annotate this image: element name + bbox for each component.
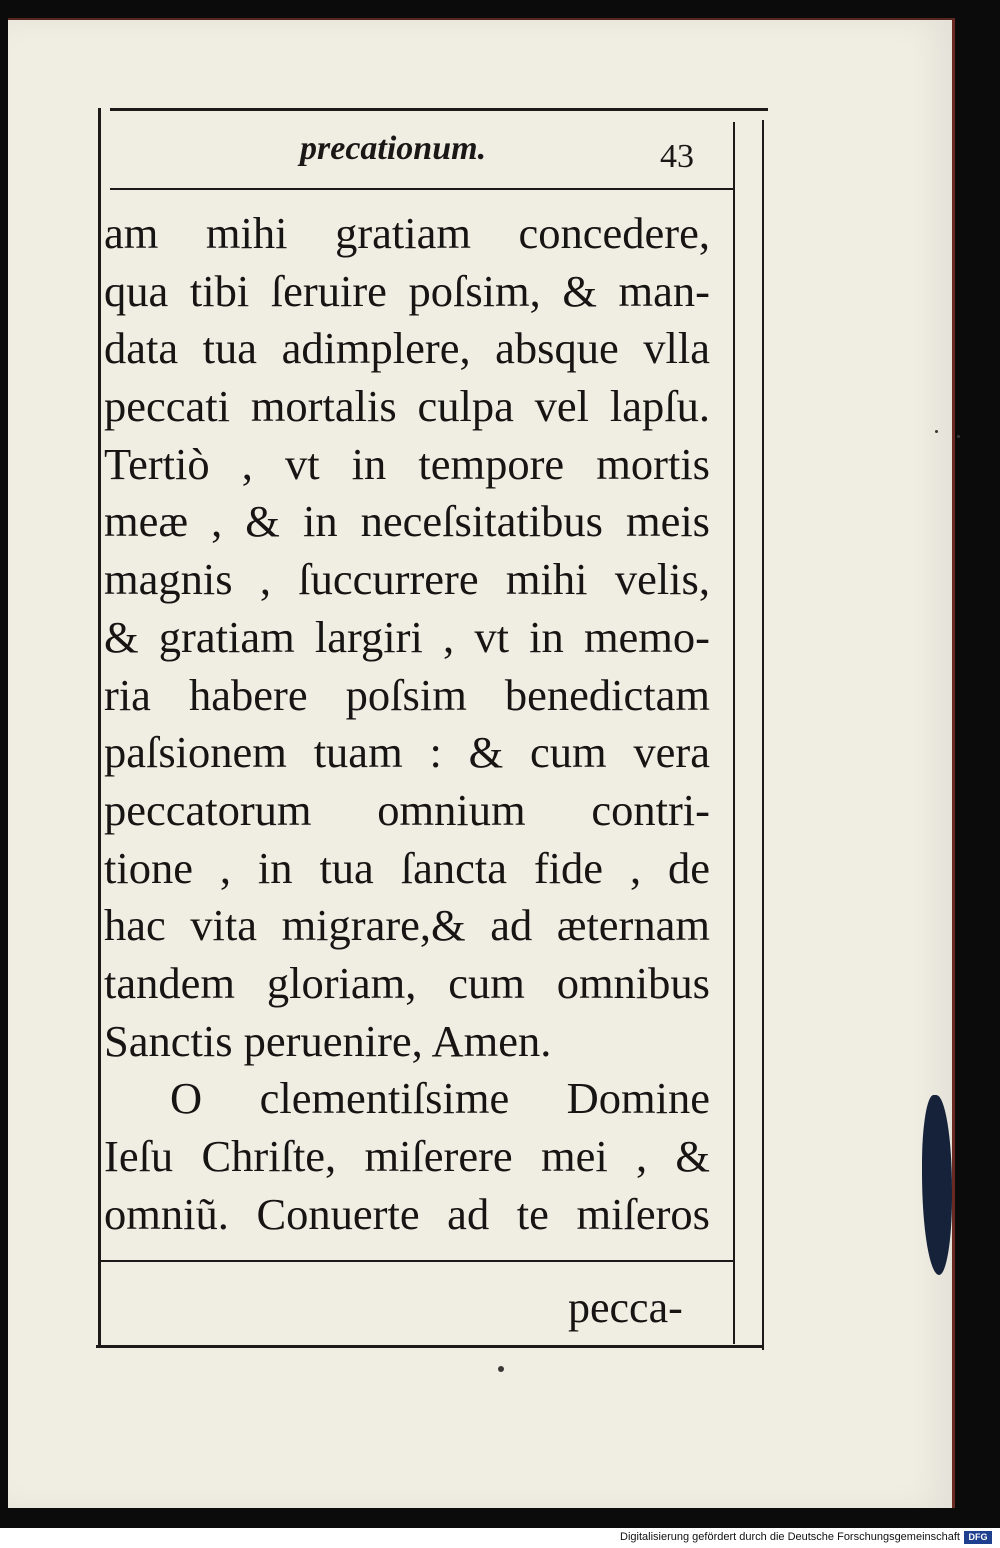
text-line: Ieſu Chriſte, miſerere mei , & xyxy=(104,1131,710,1181)
body-text xyxy=(104,205,710,1243)
frame-outer-right-rule xyxy=(762,120,764,1350)
text-line: ria habere poſsim benedictam xyxy=(104,669,710,720)
paper-speck xyxy=(957,435,960,438)
head-rule xyxy=(110,188,734,190)
running-head: precationum. xyxy=(300,130,487,167)
text-line: peccatorum omnium contri- xyxy=(104,784,710,835)
frame-inner-right-rule xyxy=(733,122,735,1344)
text-line: hac vita migrare,& ad æternam xyxy=(104,900,710,951)
text-line: tione , in tua ſancta fide , de xyxy=(104,842,710,893)
text-line: am mihi gratiam concedere, xyxy=(104,208,710,258)
frame-left-rule xyxy=(98,108,101,1348)
text-line: & gratiam largiri , vt in memo- xyxy=(104,611,710,662)
text-line: O clementiſsime Domine xyxy=(170,1073,710,1124)
text-line: meæ , & in neceſsitatibus meis xyxy=(104,496,710,547)
text-line: qua tibi ſeruire poſsim, & man- xyxy=(104,265,710,316)
frame-bottom-rule xyxy=(96,1345,764,1348)
catchword: pecca- xyxy=(568,1283,683,1332)
text-line: magnis , ſuccurrere mihi velis, xyxy=(104,554,710,605)
paper-speck xyxy=(498,1366,504,1372)
text-line: Tertiò , vt in tempore mortis xyxy=(104,438,710,489)
digitization-credit: Digitalisierung gefördert durch die Deutsche Forschungsgemeinschaft xyxy=(620,1531,960,1543)
dfg-logo: DFG xyxy=(964,1531,992,1544)
foot-rule xyxy=(98,1260,734,1262)
frame-top-rule xyxy=(110,108,768,111)
text-line: peccati mortalis culpa vel lapſu. xyxy=(104,381,710,432)
text-line: data tua adimplere, absque vlla xyxy=(104,323,710,374)
text-line: Sanctis peruenire, Amen. xyxy=(104,1015,552,1066)
text-line: tandem gloriam, cum omnibus xyxy=(104,957,710,1008)
text-line: paſsionem tuam : & cum vera xyxy=(104,727,710,778)
text-line: omniũ. Conuerte ad te miſeros xyxy=(104,1188,710,1239)
page-number: 43 xyxy=(660,138,694,175)
paper-speck xyxy=(935,430,938,433)
